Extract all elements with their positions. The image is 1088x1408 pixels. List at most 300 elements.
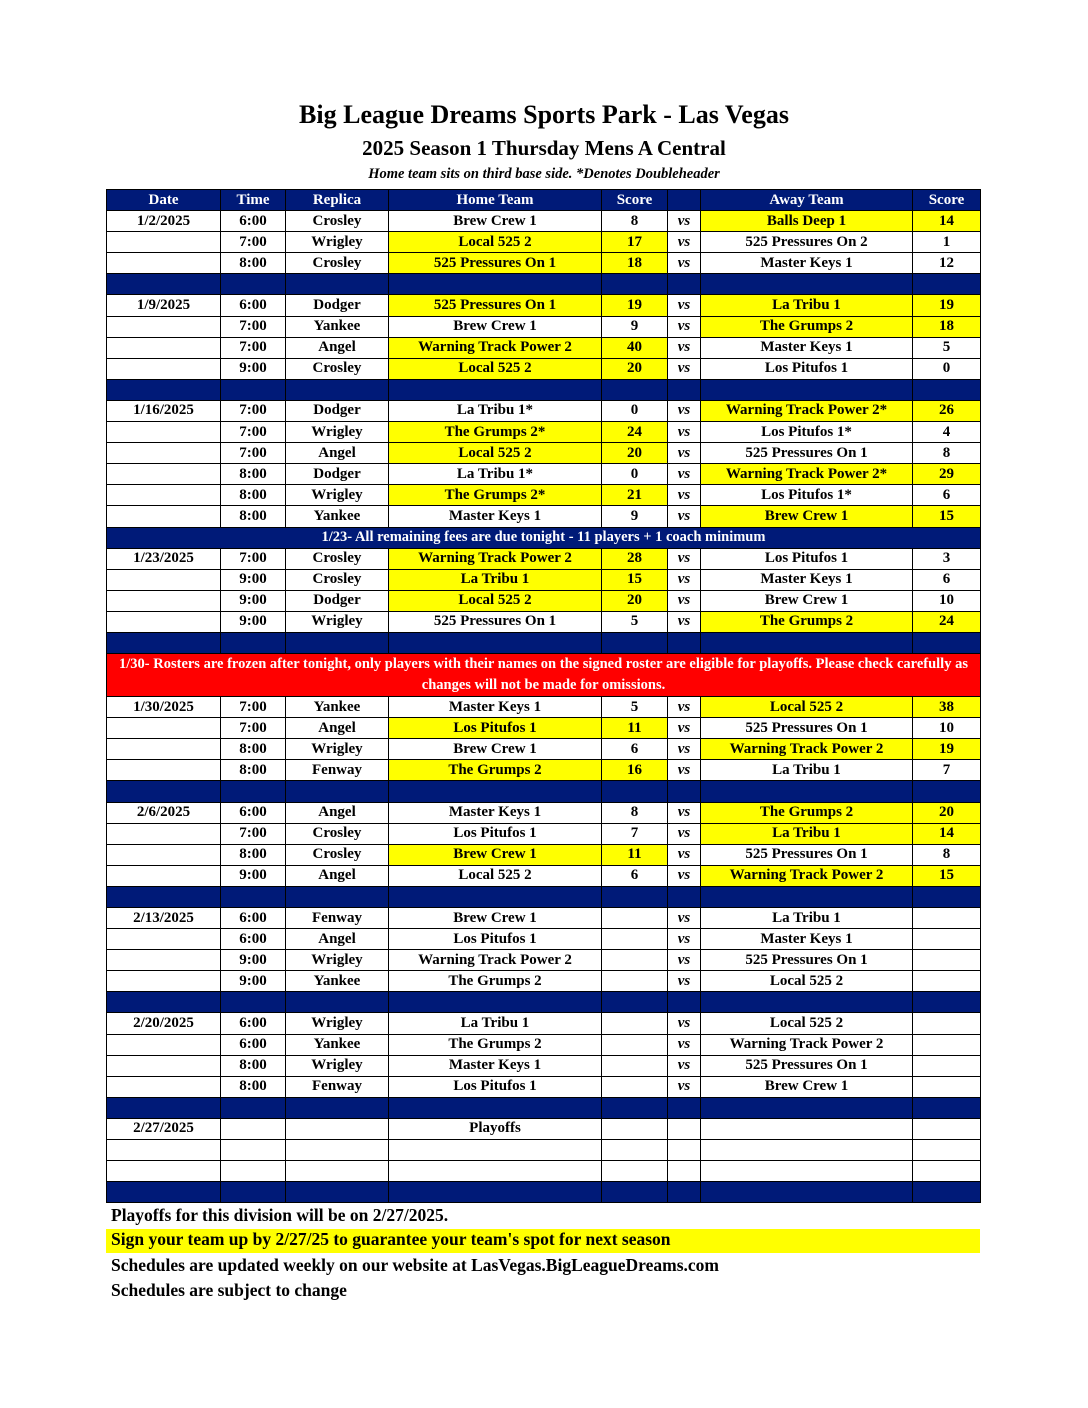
home-team: The Grumps 2 [389, 760, 602, 781]
home-team: Master Keys 1 [389, 697, 602, 718]
home-team: Brew Crew 1 [389, 211, 602, 232]
game-replica-field: Crosley [286, 548, 389, 569]
separator-cell [668, 632, 701, 653]
home-team: Local 525 2 [389, 590, 602, 611]
away-team: 525 Pressures On 2 [701, 232, 913, 253]
col-header-date: Date [107, 190, 221, 211]
game-time: 6:00 [221, 1034, 286, 1055]
game-time: 9:00 [221, 590, 286, 611]
versus-label: vs [668, 865, 701, 886]
game-time: 8:00 [221, 464, 286, 485]
versus-label: vs [668, 1013, 701, 1034]
separator-cell [701, 1097, 913, 1118]
versus-label: vs [668, 316, 701, 337]
home-score: 20 [602, 358, 668, 379]
away-team: Master Keys 1 [701, 337, 913, 358]
home-score [602, 1140, 668, 1161]
game-row [107, 358, 981, 379]
schedule-note: Home team sits on third base side. *Denotes Doubleheader [368, 166, 720, 182]
game-date: 1/16/2025 [107, 400, 221, 421]
versus-label: vs [668, 400, 701, 421]
game-time: 7:00 [221, 232, 286, 253]
separator-cell [286, 886, 389, 907]
fees-notice: 1/23- All remaining fees are due tonight - 11 players + 1 coach minimum [107, 527, 981, 548]
game-date [107, 569, 221, 590]
footer-playoffs-note [106, 1205, 980, 1228]
game-date [107, 232, 221, 253]
separator-cell [602, 992, 668, 1013]
game-replica-field: Yankee [286, 316, 389, 337]
game-row [107, 443, 981, 464]
away-score: 19 [913, 739, 981, 760]
away-score [913, 950, 981, 971]
home-team: La Tribu 1* [389, 400, 602, 421]
separator-cell [602, 379, 668, 400]
game-replica-field: Dodger [286, 295, 389, 316]
away-score: 6 [913, 569, 981, 590]
home-score [602, 1076, 668, 1097]
away-score: 8 [913, 844, 981, 865]
home-team: Brew Crew 1 [389, 739, 602, 760]
game-replica-field: Angel [286, 718, 389, 739]
game-date [107, 506, 221, 527]
separator-cell [389, 992, 602, 1013]
away-team: Master Keys 1 [701, 569, 913, 590]
game-row [107, 971, 981, 992]
separator-cell [221, 886, 286, 907]
home-score: 28 [602, 548, 668, 569]
col-header-replica: Replica [286, 190, 389, 211]
separator-cell [389, 1182, 602, 1203]
away-score [913, 1140, 981, 1161]
fees-notice-row [107, 527, 981, 548]
versus-label: vs [668, 443, 701, 464]
home-score: 0 [602, 400, 668, 421]
game-time: 8:00 [221, 844, 286, 865]
game-row [107, 929, 981, 950]
game-replica-field: Crosley [286, 569, 389, 590]
away-team: Master Keys 1 [701, 929, 913, 950]
roster-freeze-notice: 1/30- Rosters are frozen after tonight, only players with their names on the signed roster are eligible for playoffs. Please check carefully as changes will not be made for omissions. [107, 654, 981, 697]
away-team: Warning Track Power 2 [701, 865, 913, 886]
versus-label: vs [668, 697, 701, 718]
separator-cell [701, 781, 913, 802]
home-team [389, 1161, 602, 1182]
game-row [107, 569, 981, 590]
versus-label [668, 1118, 701, 1139]
home-team: 525 Pressures On 1 [389, 611, 602, 632]
separator-cell [389, 781, 602, 802]
game-replica-field: Crosley [286, 211, 389, 232]
away-score [913, 1034, 981, 1055]
separator-cell [701, 274, 913, 295]
footer-change-note [106, 1280, 980, 1303]
game-date: 1/9/2025 [107, 295, 221, 316]
game-row [107, 337, 981, 358]
game-row [107, 485, 981, 506]
separator-cell [389, 886, 602, 907]
versus-label: vs [668, 718, 701, 739]
game-date [107, 1034, 221, 1055]
week-separator-row [107, 992, 981, 1013]
home-score: 18 [602, 253, 668, 274]
game-replica-field: Angel [286, 865, 389, 886]
page-title: Big League Dreams Sports Park - Las Vegas [299, 100, 789, 129]
col-header-away-score: Score [913, 190, 981, 211]
col-header-away-team: Away Team [701, 190, 913, 211]
away-score: 15 [913, 506, 981, 527]
home-team: Master Keys 1 [389, 802, 602, 823]
home-score [602, 1013, 668, 1034]
home-score: 0 [602, 464, 668, 485]
home-team: Local 525 2 [389, 865, 602, 886]
game-date [107, 337, 221, 358]
game-time: 9:00 [221, 865, 286, 886]
versus-label: vs [668, 464, 701, 485]
away-score: 4 [913, 422, 981, 443]
home-score: 19 [602, 295, 668, 316]
week-separator-row [107, 886, 981, 907]
home-team: Warning Track Power 2 [389, 337, 602, 358]
game-replica-field: Wrigley [286, 1013, 389, 1034]
schedule-table [106, 189, 981, 1203]
separator-cell [107, 992, 221, 1013]
away-team: Local 525 2 [701, 971, 913, 992]
away-score: 26 [913, 400, 981, 421]
game-replica-field: Dodger [286, 464, 389, 485]
away-score: 10 [913, 718, 981, 739]
game-time: 7:00 [221, 337, 286, 358]
game-row [107, 1076, 981, 1097]
game-row [107, 611, 981, 632]
game-row [107, 1118, 981, 1139]
away-score: 1 [913, 232, 981, 253]
game-row [107, 506, 981, 527]
game-time: 6:00 [221, 929, 286, 950]
footer-signup-text: Sign your team up by 2/27/25 to guarantee your team's spot for next season [111, 1229, 671, 1249]
game-replica-field: Crosley [286, 253, 389, 274]
away-team: Local 525 2 [701, 1013, 913, 1034]
game-date [107, 316, 221, 337]
game-row [107, 950, 981, 971]
separator-cell [913, 632, 981, 653]
home-team: Master Keys 1 [389, 506, 602, 527]
away-score: 14 [913, 823, 981, 844]
game-replica-field: Yankee [286, 971, 389, 992]
away-score: 6 [913, 485, 981, 506]
separator-cell [668, 992, 701, 1013]
versus-label: vs [668, 1055, 701, 1076]
game-time: 7:00 [221, 316, 286, 337]
away-team: 525 Pressures On 1 [701, 1055, 913, 1076]
away-score [913, 929, 981, 950]
home-score [602, 1118, 668, 1139]
footer-playoffs-text: Playoffs for this division will be on 2/27/2025. [111, 1205, 449, 1225]
versus-label: vs [668, 760, 701, 781]
game-date [107, 950, 221, 971]
separator-cell [668, 781, 701, 802]
away-score: 7 [913, 760, 981, 781]
separator-cell [701, 379, 913, 400]
away-team: La Tribu 1 [701, 760, 913, 781]
game-row [107, 739, 981, 760]
separator-cell [221, 274, 286, 295]
versus-label [668, 1140, 701, 1161]
game-date [107, 1161, 221, 1182]
game-row [107, 422, 981, 443]
separator-cell [107, 1097, 221, 1118]
game-replica-field [286, 1161, 389, 1182]
away-score [913, 1013, 981, 1034]
game-replica-field: Dodger [286, 400, 389, 421]
away-team: La Tribu 1 [701, 908, 913, 929]
game-time: 7:00 [221, 422, 286, 443]
game-date [107, 590, 221, 611]
footer-website-note [106, 1255, 980, 1278]
game-date [107, 1140, 221, 1161]
home-score: 6 [602, 739, 668, 760]
separator-cell [389, 632, 602, 653]
away-team [701, 1118, 913, 1139]
separator-cell [913, 781, 981, 802]
away-team: Los Pitufos 1* [701, 485, 913, 506]
home-score [602, 1161, 668, 1182]
separator-cell [389, 1097, 602, 1118]
game-time: 6:00 [221, 211, 286, 232]
versus-label: vs [668, 1034, 701, 1055]
separator-cell [107, 274, 221, 295]
away-score [913, 971, 981, 992]
game-replica-field [286, 1118, 389, 1139]
game-row [107, 232, 981, 253]
game-replica-field: Angel [286, 443, 389, 464]
game-row [107, 697, 981, 718]
game-date [107, 422, 221, 443]
versus-label: vs [668, 908, 701, 929]
home-team: Brew Crew 1 [389, 316, 602, 337]
game-replica-field: Yankee [286, 506, 389, 527]
away-team [701, 1161, 913, 1182]
home-score: 11 [602, 718, 668, 739]
separator-cell [286, 992, 389, 1013]
home-team: Warning Track Power 2 [389, 548, 602, 569]
footer-website-text: Schedules are updated weekly on our website at LasVegas.BigLeagueDreams.com [111, 1255, 719, 1275]
home-score [602, 1055, 668, 1076]
separator-cell [286, 632, 389, 653]
game-row [107, 590, 981, 611]
home-score: 20 [602, 443, 668, 464]
versus-label: vs [668, 569, 701, 590]
versus-label: vs [668, 422, 701, 443]
home-team: La Tribu 1 [389, 1013, 602, 1034]
game-time: 6:00 [221, 908, 286, 929]
home-score: 17 [602, 232, 668, 253]
game-time: 7:00 [221, 718, 286, 739]
home-score: 40 [602, 337, 668, 358]
game-time: 7:00 [221, 548, 286, 569]
separator-cell [602, 1182, 668, 1203]
game-date: 2/20/2025 [107, 1013, 221, 1034]
game-date: 2/6/2025 [107, 802, 221, 823]
home-team: Local 525 2 [389, 232, 602, 253]
roster-notice-row [107, 654, 981, 697]
home-team: Master Keys 1 [389, 1055, 602, 1076]
home-score: 8 [602, 211, 668, 232]
game-date [107, 929, 221, 950]
game-date [107, 358, 221, 379]
game-replica-field: Crosley [286, 844, 389, 865]
away-team: Warning Track Power 2 [701, 1034, 913, 1055]
home-team: Los Pitufos 1 [389, 718, 602, 739]
table-header-row [107, 190, 981, 211]
game-replica-field: Wrigley [286, 950, 389, 971]
home-team: The Grumps 2* [389, 422, 602, 443]
game-time: 9:00 [221, 971, 286, 992]
away-team [701, 1140, 913, 1161]
away-team: 525 Pressures On 1 [701, 844, 913, 865]
week-separator-row [107, 379, 981, 400]
separator-cell [602, 632, 668, 653]
versus-label: vs [668, 337, 701, 358]
game-row [107, 1034, 981, 1055]
versus-label: vs [668, 823, 701, 844]
versus-label: vs [668, 485, 701, 506]
home-team: Local 525 2 [389, 358, 602, 379]
away-score [913, 1161, 981, 1182]
game-replica-field: Angel [286, 337, 389, 358]
week-separator-row [107, 1182, 981, 1203]
game-row [107, 844, 981, 865]
versus-label: vs [668, 506, 701, 527]
home-score: 5 [602, 697, 668, 718]
versus-label: vs [668, 358, 701, 379]
home-score: 24 [602, 422, 668, 443]
home-score: 9 [602, 506, 668, 527]
game-time: 8:00 [221, 506, 286, 527]
home-score: 16 [602, 760, 668, 781]
versus-label: vs [668, 611, 701, 632]
away-score: 10 [913, 590, 981, 611]
away-score: 38 [913, 697, 981, 718]
page-subtitle: 2025 Season 1 Thursday Mens A Central [362, 136, 726, 160]
home-score [602, 929, 668, 950]
game-replica-field: Crosley [286, 823, 389, 844]
versus-label: vs [668, 950, 701, 971]
versus-label: vs [668, 253, 701, 274]
versus-label: vs [668, 590, 701, 611]
game-replica-field: Wrigley [286, 1055, 389, 1076]
game-date: 1/2/2025 [107, 211, 221, 232]
separator-cell [701, 632, 913, 653]
separator-cell [668, 274, 701, 295]
week-separator-row [107, 1097, 981, 1118]
separator-cell [221, 781, 286, 802]
game-date [107, 253, 221, 274]
separator-cell [286, 1097, 389, 1118]
home-score: 5 [602, 611, 668, 632]
separator-cell [389, 274, 602, 295]
away-team: La Tribu 1 [701, 295, 913, 316]
game-replica-field: Wrigley [286, 739, 389, 760]
home-team [389, 1140, 602, 1161]
game-replica-field: Crosley [286, 358, 389, 379]
away-score [913, 1076, 981, 1097]
home-team: Los Pitufos 1 [389, 823, 602, 844]
separator-cell [913, 1182, 981, 1203]
home-team: Los Pitufos 1 [389, 1076, 602, 1097]
home-team: Brew Crew 1 [389, 908, 602, 929]
game-replica-field: Yankee [286, 697, 389, 718]
separator-cell [286, 781, 389, 802]
away-team: Los Pitufos 1 [701, 548, 913, 569]
away-score: 24 [913, 611, 981, 632]
separator-cell [668, 1097, 701, 1118]
game-time [221, 1118, 286, 1139]
separator-cell [701, 1182, 913, 1203]
week-separator-row [107, 274, 981, 295]
game-row [107, 1013, 981, 1034]
separator-cell [668, 1182, 701, 1203]
game-row [107, 823, 981, 844]
away-score: 12 [913, 253, 981, 274]
home-score: 21 [602, 485, 668, 506]
separator-cell [913, 274, 981, 295]
footer-signup-note [106, 1229, 980, 1253]
away-score: 18 [913, 316, 981, 337]
game-date [107, 971, 221, 992]
away-team: Brew Crew 1 [701, 590, 913, 611]
home-score: 15 [602, 569, 668, 590]
game-date: 2/27/2025 [107, 1118, 221, 1139]
versus-label: vs [668, 802, 701, 823]
home-team: The Grumps 2 [389, 1034, 602, 1055]
home-score [602, 908, 668, 929]
game-date [107, 865, 221, 886]
game-time: 7:00 [221, 697, 286, 718]
game-time: 8:00 [221, 1055, 286, 1076]
game-replica-field: Wrigley [286, 611, 389, 632]
game-replica-field: Wrigley [286, 422, 389, 443]
versus-label [668, 1161, 701, 1182]
away-score: 15 [913, 865, 981, 886]
separator-cell [668, 886, 701, 907]
game-date: 2/13/2025 [107, 908, 221, 929]
game-replica-field: Wrigley [286, 485, 389, 506]
game-time: 9:00 [221, 358, 286, 379]
game-row [107, 802, 981, 823]
footer-change-text: Schedules are subject to change [111, 1280, 347, 1300]
separator-cell [602, 886, 668, 907]
game-row [107, 253, 981, 274]
home-team: The Grumps 2* [389, 485, 602, 506]
separator-cell [913, 886, 981, 907]
separator-cell [107, 379, 221, 400]
game-time: 8:00 [221, 485, 286, 506]
separator-cell [221, 632, 286, 653]
game-date [107, 443, 221, 464]
away-team: Brew Crew 1 [701, 1076, 913, 1097]
game-time [221, 1161, 286, 1182]
away-team: Master Keys 1 [701, 253, 913, 274]
game-row [107, 295, 981, 316]
game-row [107, 1161, 981, 1182]
away-score [913, 1055, 981, 1076]
versus-label: vs [668, 211, 701, 232]
game-row [107, 718, 981, 739]
game-time: 6:00 [221, 1013, 286, 1034]
game-time [221, 1140, 286, 1161]
away-team: Local 525 2 [701, 697, 913, 718]
